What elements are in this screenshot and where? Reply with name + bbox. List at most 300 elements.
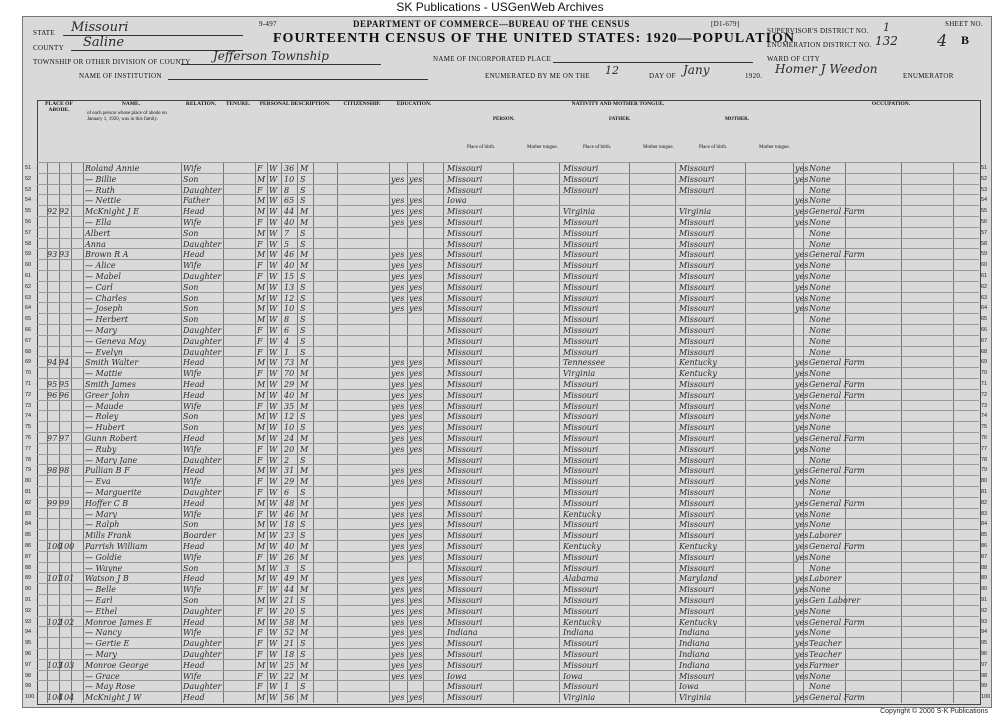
cell-race: W: [269, 509, 278, 519]
cell-age: 1: [284, 682, 290, 692]
cell-line: 93: [25, 618, 32, 625]
cell-eng: yes: [795, 250, 809, 260]
cell-name: Gunn Robert: [85, 434, 138, 443]
cell-race: W: [269, 164, 278, 173]
cell-occ: General Farm: [809, 693, 865, 703]
cell-mbirth: Missouri: [679, 401, 715, 411]
cell-mbirth: Missouri: [679, 282, 715, 292]
cell-sex: F: [257, 628, 263, 638]
cell-occ: None: [809, 293, 831, 303]
cell-read: yes: [391, 207, 405, 217]
nativity-mother: MOTHER.: [725, 117, 750, 122]
cell-eng: yes: [795, 466, 809, 476]
cell-occ: None: [809, 218, 831, 227]
cell-line: 92: [25, 607, 32, 614]
cell-age: 31: [284, 466, 295, 476]
cell-birth: Missouri: [447, 390, 483, 400]
cell-age: 52: [284, 628, 295, 638]
cell-dw: 95: [47, 380, 58, 389]
cell-sex: F: [257, 552, 263, 562]
cell-line-right: 78: [981, 456, 988, 463]
cell-eng: yes: [795, 520, 809, 530]
cell-race: W: [269, 596, 278, 605]
cell-rel: Son: [183, 228, 199, 238]
cell-occ: None: [809, 682, 831, 692]
cell-eng: yes: [795, 434, 809, 443]
cell-line-right: 63: [981, 294, 988, 301]
cell-eng: yes: [795, 272, 809, 281]
cell-age: 6: [284, 326, 290, 335]
cell-race: W: [269, 272, 278, 281]
cell-occ: General Farm: [809, 617, 865, 627]
cell-age: 46: [284, 250, 295, 260]
cell-line-right: 66: [981, 327, 988, 333]
cell-birth: Missouri: [447, 563, 483, 573]
cell-mbirth: Missouri: [679, 304, 715, 314]
cell-mbirth: Maryland: [679, 574, 718, 584]
cell-fbirth: Missouri: [563, 682, 599, 692]
county-value: Saline: [83, 35, 125, 50]
cell-ms: S: [300, 304, 306, 314]
cell-line-right: 92: [981, 607, 988, 614]
cell-sex: F: [257, 347, 263, 357]
cell-read: yes: [391, 628, 405, 638]
cell-mbirth: Missouri: [679, 488, 715, 497]
cell-birth: Missouri: [447, 369, 483, 379]
cell-read: yes: [391, 196, 405, 206]
cell-eng: yes: [795, 282, 809, 292]
cell-occ: General Farm: [809, 498, 865, 508]
cell-sex: M: [257, 563, 266, 573]
cell-age: 21: [284, 596, 295, 605]
cell-age: 40: [284, 542, 295, 551]
cell-write: yes: [409, 218, 423, 227]
cell-rel: Son: [183, 520, 199, 530]
cell-mbirth: Missouri: [679, 261, 715, 271]
cell-occ: None: [809, 477, 831, 487]
cell-occ: None: [809, 185, 831, 195]
cell-eng: yes: [795, 218, 809, 227]
cell-birth: Iowa: [447, 196, 467, 206]
cell-race: W: [269, 606, 278, 616]
cell-name: — Mary Jane: [85, 455, 138, 465]
cell-sex: M: [257, 293, 266, 303]
cell-read: yes: [391, 444, 405, 454]
cell-birth: Missouri: [447, 185, 483, 195]
cell-fbirth: Missouri: [563, 272, 599, 281]
cell-race: W: [269, 369, 278, 379]
cell-mbirth: Indiana: [679, 660, 710, 670]
cell-eng: yes: [795, 380, 809, 389]
cell-line: 63: [25, 294, 32, 301]
cell-rel: Son: [183, 423, 199, 433]
cell-name: Watson J B: [85, 574, 129, 584]
cell-occ: None: [809, 455, 831, 465]
cell-mbirth: Missouri: [679, 520, 715, 530]
cell-race: W: [269, 628, 278, 638]
cell-ms: S: [300, 412, 306, 422]
cell-fbirth: Missouri: [563, 552, 599, 562]
cell-mbirth: Missouri: [679, 315, 715, 325]
cell-eng: yes: [795, 401, 809, 411]
cell-line: 57: [25, 229, 32, 236]
cell-name: — Ella: [85, 218, 112, 227]
cell-age: 20: [284, 606, 295, 616]
cell-ms: M: [300, 380, 309, 389]
cell-sex: F: [257, 606, 263, 616]
cell-mbirth: Missouri: [679, 228, 715, 238]
cell-sex: M: [257, 380, 266, 389]
cell-rel: Wife: [183, 401, 202, 411]
institution-label: NAME OF INSTITUTION: [79, 72, 162, 80]
cell-rel: Head: [183, 250, 205, 260]
cell-race: W: [269, 174, 278, 184]
cell-race: W: [269, 207, 278, 217]
cell-name: — Eva: [85, 477, 111, 487]
cell-line: 88: [25, 564, 32, 571]
cell-line-right: 88: [981, 564, 988, 571]
cell-fbirth: Kentucky: [563, 542, 601, 551]
cell-birth: Missouri: [447, 466, 483, 476]
cell-read: yes: [391, 650, 405, 659]
cell-ms: S: [300, 606, 306, 616]
cell-occ: Laborer: [809, 574, 842, 584]
cell-birth: Missouri: [447, 250, 483, 260]
cell-birth: Missouri: [447, 358, 483, 368]
cell-race: W: [269, 650, 278, 659]
cell-dw: 94: [47, 358, 58, 368]
cell-read: yes: [391, 671, 405, 681]
cell-ms: M: [300, 390, 309, 400]
cell-rel: Son: [183, 282, 199, 292]
cell-mbirth: Missouri: [679, 326, 715, 335]
cell-name: — Hubert: [85, 423, 125, 433]
cell-write: yes: [409, 304, 423, 314]
cell-write: yes: [409, 596, 423, 605]
cell-age: 3: [284, 563, 290, 573]
cell-write: yes: [409, 272, 423, 281]
cell-rel: Daughter: [183, 488, 222, 497]
cell-age: 5: [284, 239, 290, 249]
cell-ms: M: [300, 164, 309, 173]
cell-fbirth: Missouri: [563, 488, 599, 497]
cell-race: W: [269, 390, 278, 400]
cell-race: W: [269, 660, 278, 670]
cell-line: 80: [25, 478, 32, 485]
cell-fbirth: Missouri: [563, 390, 599, 400]
cell-birth: Missouri: [447, 434, 483, 443]
cell-rel: Head: [183, 542, 205, 551]
township-value: Jefferson Township: [213, 49, 329, 63]
cell-fbirth: Missouri: [563, 650, 599, 659]
cell-occ: None: [809, 488, 831, 497]
cell-race: W: [269, 520, 278, 530]
census-sheet: [22, 16, 992, 708]
cell-age: 40: [284, 218, 295, 227]
cell-read: yes: [391, 639, 405, 649]
cell-fbirth: Iowa: [563, 671, 583, 681]
cell-occ: General Farm: [809, 207, 865, 217]
cell-name: — Maude: [85, 401, 124, 411]
cell-line-right: 81: [981, 489, 988, 495]
cell-birth: Missouri: [447, 542, 483, 551]
cell-sex: M: [257, 412, 266, 422]
cell-birth: Missouri: [447, 336, 483, 346]
cell-age: 18: [284, 520, 295, 530]
cell-birth: Missouri: [447, 326, 483, 335]
cell-occ: General Farm: [809, 358, 865, 368]
state-label: STATE: [33, 29, 55, 37]
cell-name: — Billie: [85, 174, 117, 184]
cell-mbirth: Missouri: [679, 509, 715, 519]
cell-name: McKnight J W: [85, 693, 142, 703]
cell-occ: None: [809, 239, 831, 249]
cell-rel: Head: [183, 434, 205, 443]
cell-eng: yes: [795, 552, 809, 562]
cell-dw: 103: [47, 660, 63, 670]
cell-fbirth: Missouri: [563, 531, 599, 541]
cell-race: W: [269, 282, 278, 292]
group-education: EDUCATION.: [396, 101, 432, 107]
name-column-description: of each person whose place of abode on January 1, 1920, was in this family.: [87, 111, 167, 122]
cell-sex: M: [257, 207, 266, 217]
cell-sex: M: [257, 498, 266, 508]
cell-eng: yes: [795, 606, 809, 616]
cell-mbirth: Missouri: [679, 336, 715, 346]
cell-race: W: [269, 358, 278, 368]
archive-banner: SK Publications - USGenWeb Archives: [396, 0, 604, 14]
cell-line: 68: [25, 348, 32, 355]
cell-occ: Teacher: [809, 639, 842, 649]
enumerator-label: ENUMERATOR: [903, 72, 954, 80]
cell-sex: M: [257, 693, 266, 703]
cell-line-right: 94: [981, 629, 988, 636]
cell-eng: yes: [795, 174, 809, 184]
cell-line-right: 52: [981, 175, 988, 182]
cell-write: yes: [409, 444, 423, 454]
cell-line-right: 100: [981, 694, 991, 701]
cell-age: 12: [284, 412, 295, 422]
cell-sex: F: [257, 185, 263, 195]
cell-rel: Boarder: [183, 531, 216, 541]
cell-rel: Daughter: [183, 336, 222, 346]
cell-occ: None: [809, 552, 831, 562]
state-value: Missouri: [71, 20, 129, 35]
cell-read: yes: [391, 574, 405, 584]
cell-read: yes: [391, 390, 405, 400]
cell-age: 36: [284, 164, 295, 173]
cell-occ: General Farm: [809, 250, 865, 260]
cell-sex: M: [257, 304, 266, 314]
cell-mbirth: Missouri: [679, 423, 715, 433]
cell-name: — Ruby: [85, 444, 117, 454]
cell-sex: M: [257, 390, 266, 400]
cell-line: 66: [25, 327, 32, 333]
cell-line-right: 93: [981, 618, 988, 625]
cell-age: 48: [284, 498, 295, 508]
cell-sex: M: [257, 660, 266, 670]
cell-read: yes: [391, 218, 405, 227]
cell-rel: Daughter: [183, 272, 222, 281]
cell-write: yes: [409, 380, 423, 389]
enumerator-name: Homer J Weedon: [775, 62, 878, 76]
cell-birth: Missouri: [447, 682, 483, 692]
cell-fbirth: Virginia: [563, 207, 596, 217]
cell-line-right: 54: [981, 197, 988, 204]
cell-read: yes: [391, 585, 405, 595]
cell-fam: 96: [59, 390, 70, 400]
cell-fam: 94: [59, 358, 70, 368]
cell-occ: Farmer: [809, 660, 839, 670]
enumerated-label: ENUMERATED BY ME ON THE: [485, 72, 590, 80]
cell-name: — Roley: [85, 412, 119, 422]
cell-rel: Head: [183, 207, 205, 217]
cell-read: yes: [391, 693, 405, 703]
cell-name: — Mary: [85, 650, 117, 659]
cell-age: 2: [284, 455, 290, 465]
cell-sex: F: [257, 261, 263, 271]
cell-eng: yes: [795, 585, 809, 595]
cell-race: W: [269, 304, 278, 314]
cell-age: 44: [284, 585, 295, 595]
cell-sex: F: [257, 455, 263, 465]
cell-line: 58: [25, 240, 32, 247]
cell-eng: yes: [795, 207, 809, 217]
cell-ms: S: [300, 315, 306, 325]
cell-fbirth: Missouri: [563, 639, 599, 649]
cell-write: yes: [409, 369, 423, 379]
cell-fbirth: Kentucky: [563, 509, 601, 519]
cell-read: yes: [391, 369, 405, 379]
cell-birth: Missouri: [447, 261, 483, 271]
cell-line-right: 69: [981, 359, 988, 366]
cell-line: 87: [25, 553, 32, 560]
cell-line-right: 91: [981, 597, 988, 603]
nativity-person: PERSON.: [493, 117, 515, 122]
cell-eng: yes: [795, 509, 809, 519]
cell-race: W: [269, 401, 278, 411]
cell-fbirth: Missouri: [563, 596, 599, 605]
cell-occ: None: [809, 347, 831, 357]
cell-fbirth: Missouri: [563, 326, 599, 335]
ed-value: 132: [875, 34, 898, 48]
cell-rel: Head: [183, 660, 205, 670]
cell-sex: M: [257, 250, 266, 260]
cell-ms: M: [300, 207, 309, 217]
cell-line-right: 83: [981, 510, 988, 517]
cell-name: — Marguerite: [85, 488, 142, 497]
cell-ms: M: [300, 628, 309, 638]
cell-birth: Missouri: [447, 293, 483, 303]
cell-mbirth: Indiana: [679, 650, 710, 659]
cell-rel: Son: [183, 563, 199, 573]
copyright-notice: Copyright © 2000 S-K Publications: [880, 708, 988, 715]
cell-race: W: [269, 563, 278, 573]
cell-line-right: 79: [981, 467, 988, 474]
cell-line: 100: [25, 694, 35, 701]
cell-age: 8: [284, 185, 290, 195]
cell-read: yes: [391, 596, 405, 605]
cell-rel: Wife: [183, 585, 202, 595]
cell-fbirth: Missouri: [563, 401, 599, 411]
cell-read: yes: [391, 412, 405, 422]
cell-age: 70: [284, 369, 295, 379]
cell-age: 25: [284, 660, 295, 670]
county-label: COUNTY: [33, 44, 64, 52]
cell-write: yes: [409, 466, 423, 476]
cell-write: yes: [409, 412, 423, 422]
cell-fbirth: Missouri: [563, 434, 599, 443]
cell-rel: Daughter: [183, 347, 222, 357]
cell-rel: Head: [183, 617, 205, 627]
cell-sex: F: [257, 477, 263, 487]
cell-line-right: 89: [981, 575, 988, 582]
cell-birth: Missouri: [447, 282, 483, 292]
cell-eng: yes: [795, 358, 809, 368]
cell-birth: Missouri: [447, 304, 483, 314]
cell-line: 67: [25, 337, 32, 344]
cell-rel: Daughter: [183, 239, 222, 249]
cell-occ: None: [809, 228, 831, 238]
cell-dw: 99: [47, 498, 58, 508]
cell-line-right: 90: [981, 586, 988, 593]
cell-race: W: [269, 412, 278, 422]
cell-line: 84: [25, 521, 32, 528]
cell-age: 65: [284, 196, 295, 206]
cell-line-right: 95: [981, 640, 988, 647]
cell-ms: S: [300, 455, 306, 465]
cell-write: yes: [409, 693, 423, 703]
cell-race: W: [269, 315, 278, 325]
cell-fbirth: Missouri: [563, 250, 599, 260]
group-tenure: TENURE.: [225, 101, 251, 107]
cell-name: Roland Annie: [85, 164, 140, 173]
cell-read: yes: [391, 660, 405, 670]
cell-rel: Father: [183, 196, 210, 206]
cell-age: 40: [284, 390, 295, 400]
cell-write: yes: [409, 358, 423, 368]
cell-birth: Missouri: [447, 498, 483, 508]
cell-line-right: 62: [981, 283, 988, 290]
cell-age: 40: [284, 261, 295, 271]
cell-mbirth: Missouri: [679, 390, 715, 400]
cell-sex: M: [257, 358, 266, 368]
cell-birth: Missouri: [447, 639, 483, 649]
cell-rel: Head: [183, 498, 205, 508]
cell-sex: F: [257, 585, 263, 595]
sheet-label: SHEET NO.: [945, 20, 983, 28]
cell-age: 73: [284, 358, 295, 368]
cell-eng: yes: [795, 650, 809, 659]
cell-sex: M: [257, 520, 266, 530]
cell-read: yes: [391, 358, 405, 368]
cell-line: 86: [25, 543, 32, 549]
cell-write: yes: [409, 606, 423, 616]
cell-line: 73: [25, 402, 32, 409]
cell-occ: None: [809, 164, 831, 173]
cell-read: yes: [391, 509, 405, 519]
cell-birth: Missouri: [447, 401, 483, 411]
cell-line: 51: [25, 165, 32, 171]
cell-name: Monroe George: [85, 660, 149, 670]
cell-line: 60: [25, 262, 32, 269]
cell-fbirth: Missouri: [563, 347, 599, 357]
table-row: [25, 691, 991, 703]
cell-sex: F: [257, 639, 263, 649]
cell-name: — Alice: [85, 261, 116, 271]
cell-ms: M: [300, 401, 309, 411]
cell-fam: 103: [59, 660, 75, 670]
